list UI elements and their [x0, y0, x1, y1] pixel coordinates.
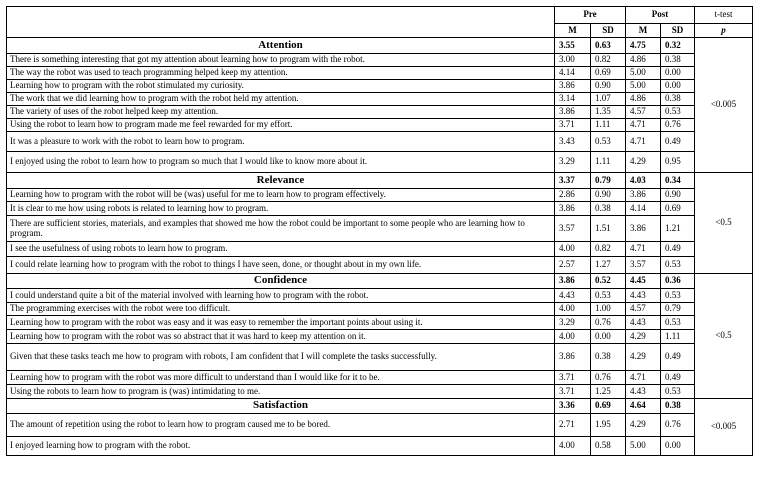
- table-row: [7, 385, 753, 399]
- item-post-sd: 0.53: [661, 257, 695, 274]
- item-post-sd: 0.00: [661, 80, 695, 93]
- item-pre-sd: 0.76: [591, 316, 626, 330]
- section-summary-post-m: 4.64: [626, 399, 661, 414]
- item-post-sd: 0.95: [661, 152, 695, 173]
- section-summary-post-sd: 0.34: [661, 173, 695, 189]
- item-text: The variety of uses of the robot helped keep my attention.: [7, 106, 555, 119]
- item-text: The way the robot was used to teach programming helped keep my attention.: [7, 67, 555, 80]
- item-post-sd: 1.21: [661, 216, 695, 242]
- item-pre-m: 4.43: [555, 289, 591, 303]
- item-pre-sd: 0.53: [591, 132, 626, 152]
- section-row-3: [7, 399, 753, 414]
- item-pre-m: 4.00: [555, 242, 591, 257]
- section-summary-pre-sd: 0.63: [591, 38, 626, 54]
- item-pre-sd: 0.69: [591, 67, 626, 80]
- item-text: It is clear to me how using robots is related to learning how to program.: [7, 202, 555, 216]
- item-text: Using the robots to learn how to program is (was) intimidating to me.: [7, 385, 555, 399]
- table-row: [7, 242, 753, 257]
- table-row: [7, 330, 753, 344]
- table-row: [7, 106, 753, 119]
- table-row: [7, 132, 753, 152]
- item-post-m: 3.57: [626, 257, 661, 274]
- item-text: Learning how to program with the robot stimulated my curiosity.: [7, 80, 555, 93]
- item-pre-sd: 0.90: [591, 189, 626, 202]
- item-pre-m: 3.71: [555, 371, 591, 385]
- item-post-sd: 0.38: [661, 93, 695, 106]
- header-ttest: t-test: [695, 7, 753, 24]
- table-row: [7, 80, 753, 93]
- section-summary-post-m: 4.45: [626, 274, 661, 289]
- section-summary-pre-m: 3.86: [555, 274, 591, 289]
- item-post-sd: 1.11: [661, 330, 695, 344]
- table-row: [7, 371, 753, 385]
- item-post-sd: 0.76: [661, 119, 695, 132]
- item-post-sd: 0.00: [661, 437, 695, 456]
- item-post-sd: 0.90: [661, 189, 695, 202]
- item-pre-m: 3.14: [555, 93, 591, 106]
- item-pre-sd: 1.11: [591, 119, 626, 132]
- section-p-value: <0.005: [695, 38, 753, 173]
- item-text: I enjoyed learning how to program with the robot.: [7, 437, 555, 456]
- item-text: I could relate learning how to program with the robot to things I have seen, done, or thought about in my own life.: [7, 257, 555, 274]
- item-post-sd: 0.69: [661, 202, 695, 216]
- table-row: [7, 257, 753, 274]
- item-pre-m: 3.71: [555, 119, 591, 132]
- item-text: I enjoyed using the robot to learn how to program so much that I would like to know more about it.: [7, 152, 555, 173]
- item-post-m: 4.71: [626, 132, 661, 152]
- item-text: Learning how to program with the robot was easy and it was easy to remember the important points about using it.: [7, 316, 555, 330]
- item-post-sd: 0.53: [661, 385, 695, 399]
- item-pre-m: 2.71: [555, 414, 591, 437]
- section-row-0: [7, 38, 753, 54]
- item-text: I see the usefulness of using robots to learn how to program.: [7, 242, 555, 257]
- header-post-m: M: [626, 24, 661, 38]
- item-pre-sd: 1.51: [591, 216, 626, 242]
- item-post-sd: 0.53: [661, 106, 695, 119]
- item-post-m: 4.43: [626, 385, 661, 399]
- section-summary-pre-m: 3.37: [555, 173, 591, 189]
- section-summary-pre-m: 3.36: [555, 399, 591, 414]
- header-pre-sd: SD: [591, 24, 626, 38]
- table-row: [7, 54, 753, 67]
- section-summary-pre-sd: 0.52: [591, 274, 626, 289]
- table-row: [7, 289, 753, 303]
- table-row: [7, 216, 753, 242]
- header-p: p: [695, 24, 753, 38]
- item-post-sd: 0.00: [661, 67, 695, 80]
- item-pre-m: 4.00: [555, 437, 591, 456]
- item-pre-m: 3.29: [555, 152, 591, 173]
- item-post-m: 4.43: [626, 316, 661, 330]
- table-row: [7, 119, 753, 132]
- item-post-sd: 0.53: [661, 316, 695, 330]
- item-post-m: 4.86: [626, 93, 661, 106]
- item-pre-sd: 0.58: [591, 437, 626, 456]
- section-row-1: [7, 173, 753, 189]
- item-post-sd: 0.79: [661, 303, 695, 316]
- item-pre-m: 2.86: [555, 189, 591, 202]
- item-post-m: 4.86: [626, 54, 661, 67]
- header-post: Post: [626, 7, 695, 24]
- item-pre-sd: 0.76: [591, 371, 626, 385]
- header-pre-m: M: [555, 24, 591, 38]
- item-pre-m: 3.86: [555, 344, 591, 371]
- item-text: It was a pleasure to work with the robot to learn how to program.: [7, 132, 555, 152]
- item-post-sd: 0.53: [661, 289, 695, 303]
- item-pre-m: 3.86: [555, 202, 591, 216]
- header-post-sd: SD: [661, 24, 695, 38]
- item-pre-sd: 0.38: [591, 202, 626, 216]
- item-post-m: 4.57: [626, 303, 661, 316]
- section-p-value: <0.005: [695, 399, 753, 456]
- item-post-m: 4.71: [626, 119, 661, 132]
- item-pre-sd: 1.25: [591, 385, 626, 399]
- item-text: There is something interesting that got my attention about learning how to program with the robot.: [7, 54, 555, 67]
- item-post-m: 4.43: [626, 289, 661, 303]
- item-post-sd: 0.49: [661, 132, 695, 152]
- table-row: [7, 189, 753, 202]
- section-summary-post-sd: 0.36: [661, 274, 695, 289]
- item-pre-sd: 1.11: [591, 152, 626, 173]
- table-row: [7, 93, 753, 106]
- results-body: [7, 38, 753, 456]
- item-text: Learning how to program with the robot was more difficult to understand than I would like for it to be.: [7, 371, 555, 385]
- section-summary-pre-sd: 0.79: [591, 173, 626, 189]
- item-pre-sd: 0.82: [591, 242, 626, 257]
- item-post-m: 4.29: [626, 414, 661, 437]
- item-post-m: 4.71: [626, 371, 661, 385]
- item-post-sd: 0.49: [661, 344, 695, 371]
- section-summary-post-sd: 0.32: [661, 38, 695, 54]
- item-pre-m: 2.57: [555, 257, 591, 274]
- section-p-value: <0.5: [695, 173, 753, 274]
- item-pre-sd: 1.35: [591, 106, 626, 119]
- item-post-m: 4.71: [626, 242, 661, 257]
- section-title: Relevance: [7, 173, 555, 189]
- section-summary-post-sd: 0.38: [661, 399, 695, 414]
- section-summary-post-m: 4.03: [626, 173, 661, 189]
- item-text: The work that we did learning how to program with the robot held my attention.: [7, 93, 555, 106]
- section-summary-pre-sd: 0.69: [591, 399, 626, 414]
- item-post-m: 5.00: [626, 437, 661, 456]
- table-row: [7, 414, 753, 437]
- item-post-sd: 0.76: [661, 414, 695, 437]
- item-pre-m: 3.29: [555, 316, 591, 330]
- section-p-value: <0.5: [695, 274, 753, 399]
- item-post-m: 4.29: [626, 152, 661, 173]
- section-summary-post-m: 4.75: [626, 38, 661, 54]
- item-text: Learning how to program with the robot will be (was) useful for me to learn how to program effectively.: [7, 189, 555, 202]
- item-pre-sd: 1.95: [591, 414, 626, 437]
- item-text: There are sufficient stories, materials, and examples that showed me how the robot could be important to some people who are learning how to program.: [7, 216, 555, 242]
- item-pre-sd: 0.82: [591, 54, 626, 67]
- item-pre-m: 3.86: [555, 80, 591, 93]
- section-title: Satisfaction: [7, 399, 555, 414]
- table-row: [7, 316, 753, 330]
- item-text: The amount of repetition using the robot to learn how to program caused me to be bored.: [7, 414, 555, 437]
- item-text: Learning how to program with the robot was so abstract that it was hard to keep my attention on it.: [7, 330, 555, 344]
- item-text: The programming exercises with the robot were too difficult.: [7, 303, 555, 316]
- item-post-sd: 0.49: [661, 242, 695, 257]
- item-post-m: 3.86: [626, 189, 661, 202]
- section-title: Confidence: [7, 274, 555, 289]
- section-row-2: [7, 274, 753, 289]
- item-pre-m: 4.00: [555, 303, 591, 316]
- item-pre-sd: 0.38: [591, 344, 626, 371]
- section-summary-pre-m: 3.55: [555, 38, 591, 54]
- item-pre-sd: 1.00: [591, 303, 626, 316]
- item-pre-sd: 0.00: [591, 330, 626, 344]
- item-pre-m: 3.00: [555, 54, 591, 67]
- item-post-m: 5.00: [626, 80, 661, 93]
- table-row: [7, 152, 753, 173]
- item-pre-sd: 1.27: [591, 257, 626, 274]
- item-pre-m: 4.14: [555, 67, 591, 80]
- item-post-sd: 0.49: [661, 371, 695, 385]
- header-blank: [7, 7, 555, 38]
- item-pre-sd: 0.90: [591, 80, 626, 93]
- item-pre-m: 3.57: [555, 216, 591, 242]
- item-pre-m: 3.86: [555, 106, 591, 119]
- section-title: Attention: [7, 38, 555, 54]
- item-pre-m: 3.71: [555, 385, 591, 399]
- item-post-m: 3.86: [626, 216, 661, 242]
- item-pre-sd: 1.07: [591, 93, 626, 106]
- item-text: Using the robot to learn how to program made me feel rewarded for my effort.: [7, 119, 555, 132]
- table-row: [7, 437, 753, 456]
- item-pre-sd: 0.53: [591, 289, 626, 303]
- table-row: [7, 67, 753, 80]
- item-post-m: 4.14: [626, 202, 661, 216]
- item-text: I could understand quite a bit of the material involved with learning how to program with the robot.: [7, 289, 555, 303]
- item-text: Given that these tasks teach me how to program with robots, I am confident that I will complete the tasks successfully.: [7, 344, 555, 371]
- table-row: [7, 303, 753, 316]
- item-post-m: 4.29: [626, 330, 661, 344]
- header-pre: Pre: [555, 7, 626, 24]
- item-post-m: 4.57: [626, 106, 661, 119]
- table-row: [7, 344, 753, 371]
- item-pre-m: 4.00: [555, 330, 591, 344]
- item-post-m: 4.29: [626, 344, 661, 371]
- table-row: [7, 202, 753, 216]
- results-table: [6, 6, 753, 456]
- item-pre-m: 3.43: [555, 132, 591, 152]
- item-post-sd: 0.38: [661, 54, 695, 67]
- item-post-m: 5.00: [626, 67, 661, 80]
